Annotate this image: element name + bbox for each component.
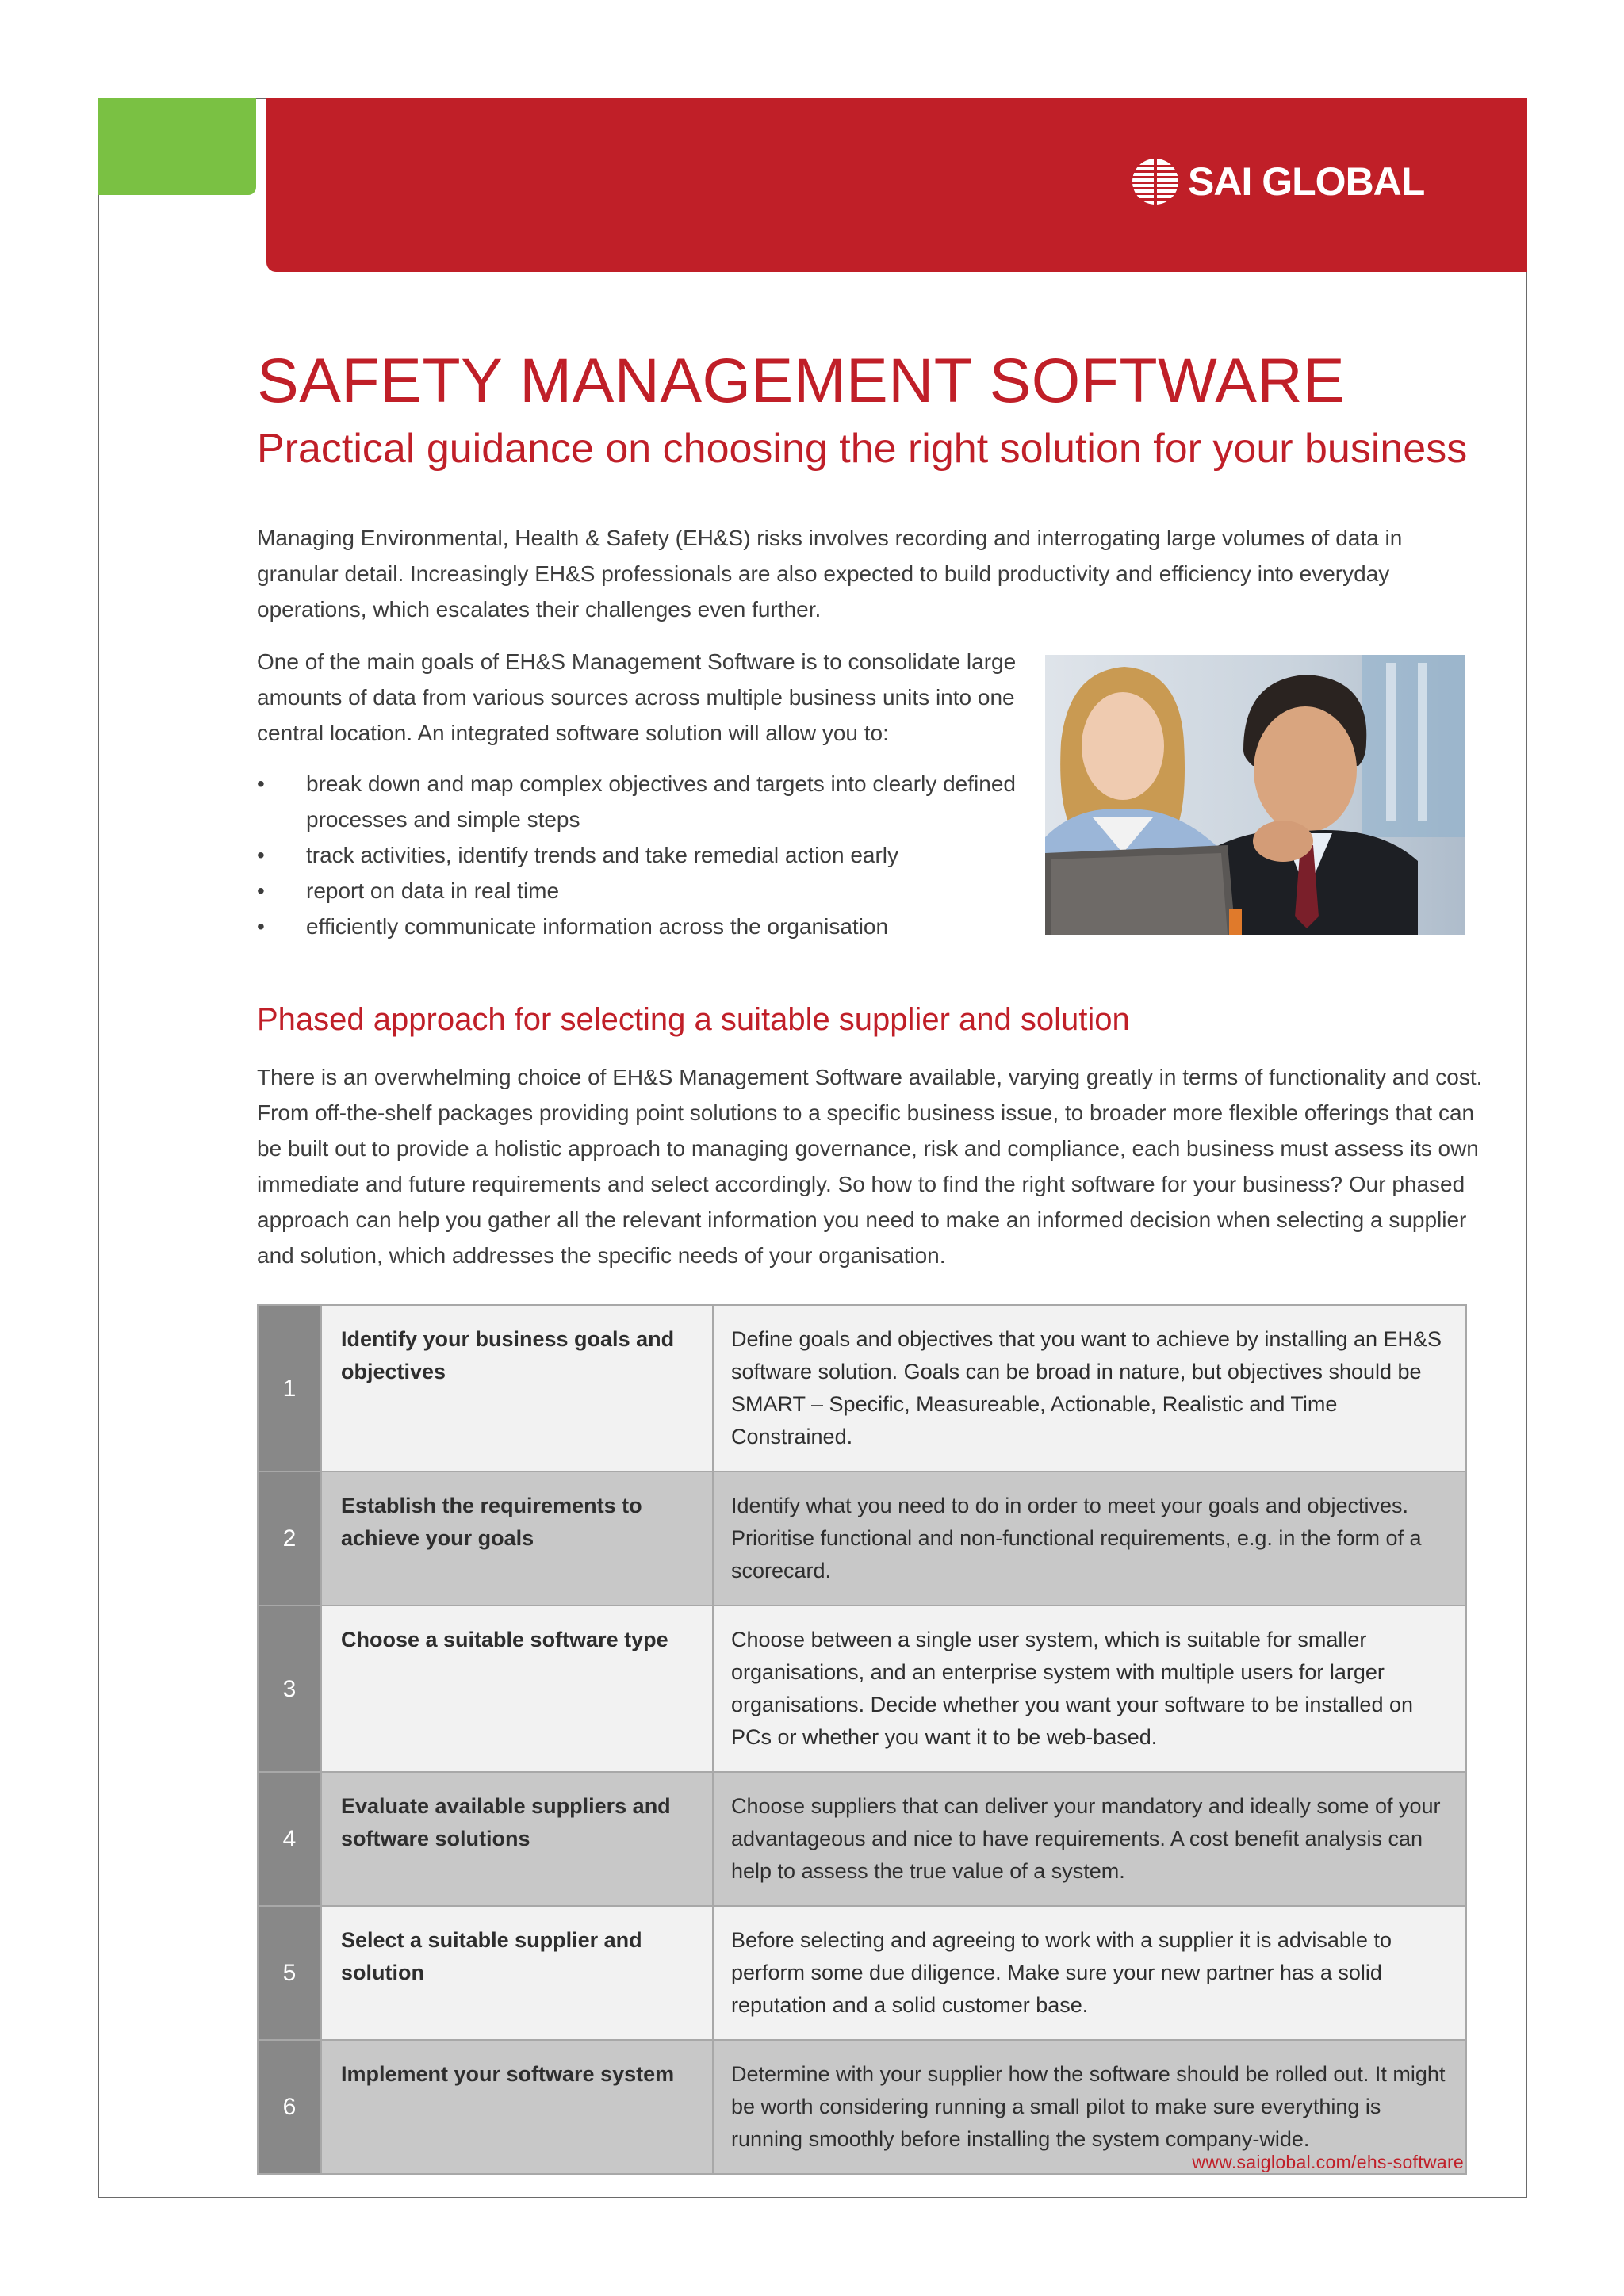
step-description: Define goals and objectives that you want to achieve by installing an EH&S software solution. Goals can be broad in nature, but objectives should be SMART – Specific, Measureable, Actionable, Realistic and Time Constrained. xyxy=(713,1305,1466,1471)
page-subtitle: Practical guidance on choosing the right solution for your business xyxy=(257,426,1468,472)
step-number: 1 xyxy=(258,1305,321,1471)
footer-website-link[interactable]: www.saiglobal.com/ehs-software xyxy=(1192,2152,1464,2172)
step-description: Identify what you need to do in order to meet your goals and objectives. Prioritise functional and non-functional requirements, e.g. in the form of a scorecard. xyxy=(713,1471,1466,1605)
green-corner-tab xyxy=(98,98,256,195)
step-description: Choose between a single user system, which is suitable for smaller organisations, and an enterprise system with multiple users for larger organisations. Decide whether you want your software to be installed on PCs or whether you want it to be web-based. xyxy=(713,1605,1466,1772)
globe-logo-icon xyxy=(1131,157,1180,206)
step-number: 4 xyxy=(258,1772,321,1906)
sai-global-logo xyxy=(1131,156,1424,207)
goals-paragraph: One of the main goals of EH&S Management Software is to consolidate large amounts of data from various sources across multiple business units into one central location. An integrated software solution will allow you to: xyxy=(257,649,1017,745)
step-title: Identify your business goals and objectives xyxy=(321,1305,713,1471)
intro-paragraph: Managing Environmental, Health & Safety (EH&S) risks involves recording and interrogating large volumes of data in granular detail. Increasingly EH&S professionals are also expected to build productivity and efficiency into everyday operations, which escalates their challenges even further. xyxy=(257,526,1403,622)
step-number: 2 xyxy=(258,1471,321,1605)
step-description: Determine with your supplier how the software should be rolled out. It might be worth considering running a small pilot to make sure everything is running smoothly before installing the system company-wide. xyxy=(713,2040,1466,2174)
steps-table xyxy=(257,1304,1467,2175)
step-title: Choose a suitable software type xyxy=(321,1605,713,1772)
list-item: • efficiently communicate information across the organisation xyxy=(257,909,1050,944)
step-title: Establish the requirements to achieve your goals xyxy=(321,1471,713,1605)
table-row xyxy=(258,1305,1466,1471)
logo-wordmark: SAI GLOBAL xyxy=(1188,159,1425,204)
list-item: • report on data in real time xyxy=(257,873,1050,909)
list-item: • break down and map complex objectives and targets into clearly defined processes and simple steps xyxy=(257,766,1050,837)
table-row xyxy=(258,1906,1466,2040)
benefits-list xyxy=(257,766,1050,944)
table-row xyxy=(258,1772,1466,1906)
table-row xyxy=(258,1471,1466,1605)
section-heading: Phased approach for selecting a suitable supplier and solution xyxy=(257,1002,1130,1037)
business-people-photo xyxy=(1045,655,1465,935)
step-description: Before selecting and agreeing to work with a supplier it is advisable to perform some due diligence. Make sure your new partner has a solid reputation and a solid customer base. xyxy=(713,1906,1466,2040)
step-number: 3 xyxy=(258,1605,321,1772)
step-title: Evaluate available suppliers and software solutions xyxy=(321,1772,713,1906)
step-description: Choose suppliers that can deliver your mandatory and ideally some of your advantageous and nice to have requirements. A cost benefit analysis can help to assess the true value of a system. xyxy=(713,1772,1466,1906)
step-title: Implement your software system xyxy=(321,2040,713,2174)
step-number: 6 xyxy=(258,2040,321,2174)
table-row xyxy=(258,1605,1466,1772)
list-item: • track activities, identify trends and take remedial action early xyxy=(257,837,1050,873)
page-title: SAFETY MANAGEMENT SOFTWARE xyxy=(257,345,1346,415)
step-number: 5 xyxy=(258,1906,321,2040)
section-paragraph: There is an overwhelming choice of EH&S Management Software available, varying greatly in terms of functionality and cost. From off-the-shelf packages providing point solutions to a specific business issue, to broader more flexible offerings that can be built out to provide a holistic approach to managing governance, risk and compliance, each business must assess its own immediate and future requirements and select accordingly. So how to find the right software for your business? Our phased approach can help you gather all the relevant information you need to make an informed decision when selecting a supplier and solution, which addresses the specific needs of your organisation. xyxy=(257,1065,1483,1268)
step-title: Select a suitable supplier and solution xyxy=(321,1906,713,2040)
